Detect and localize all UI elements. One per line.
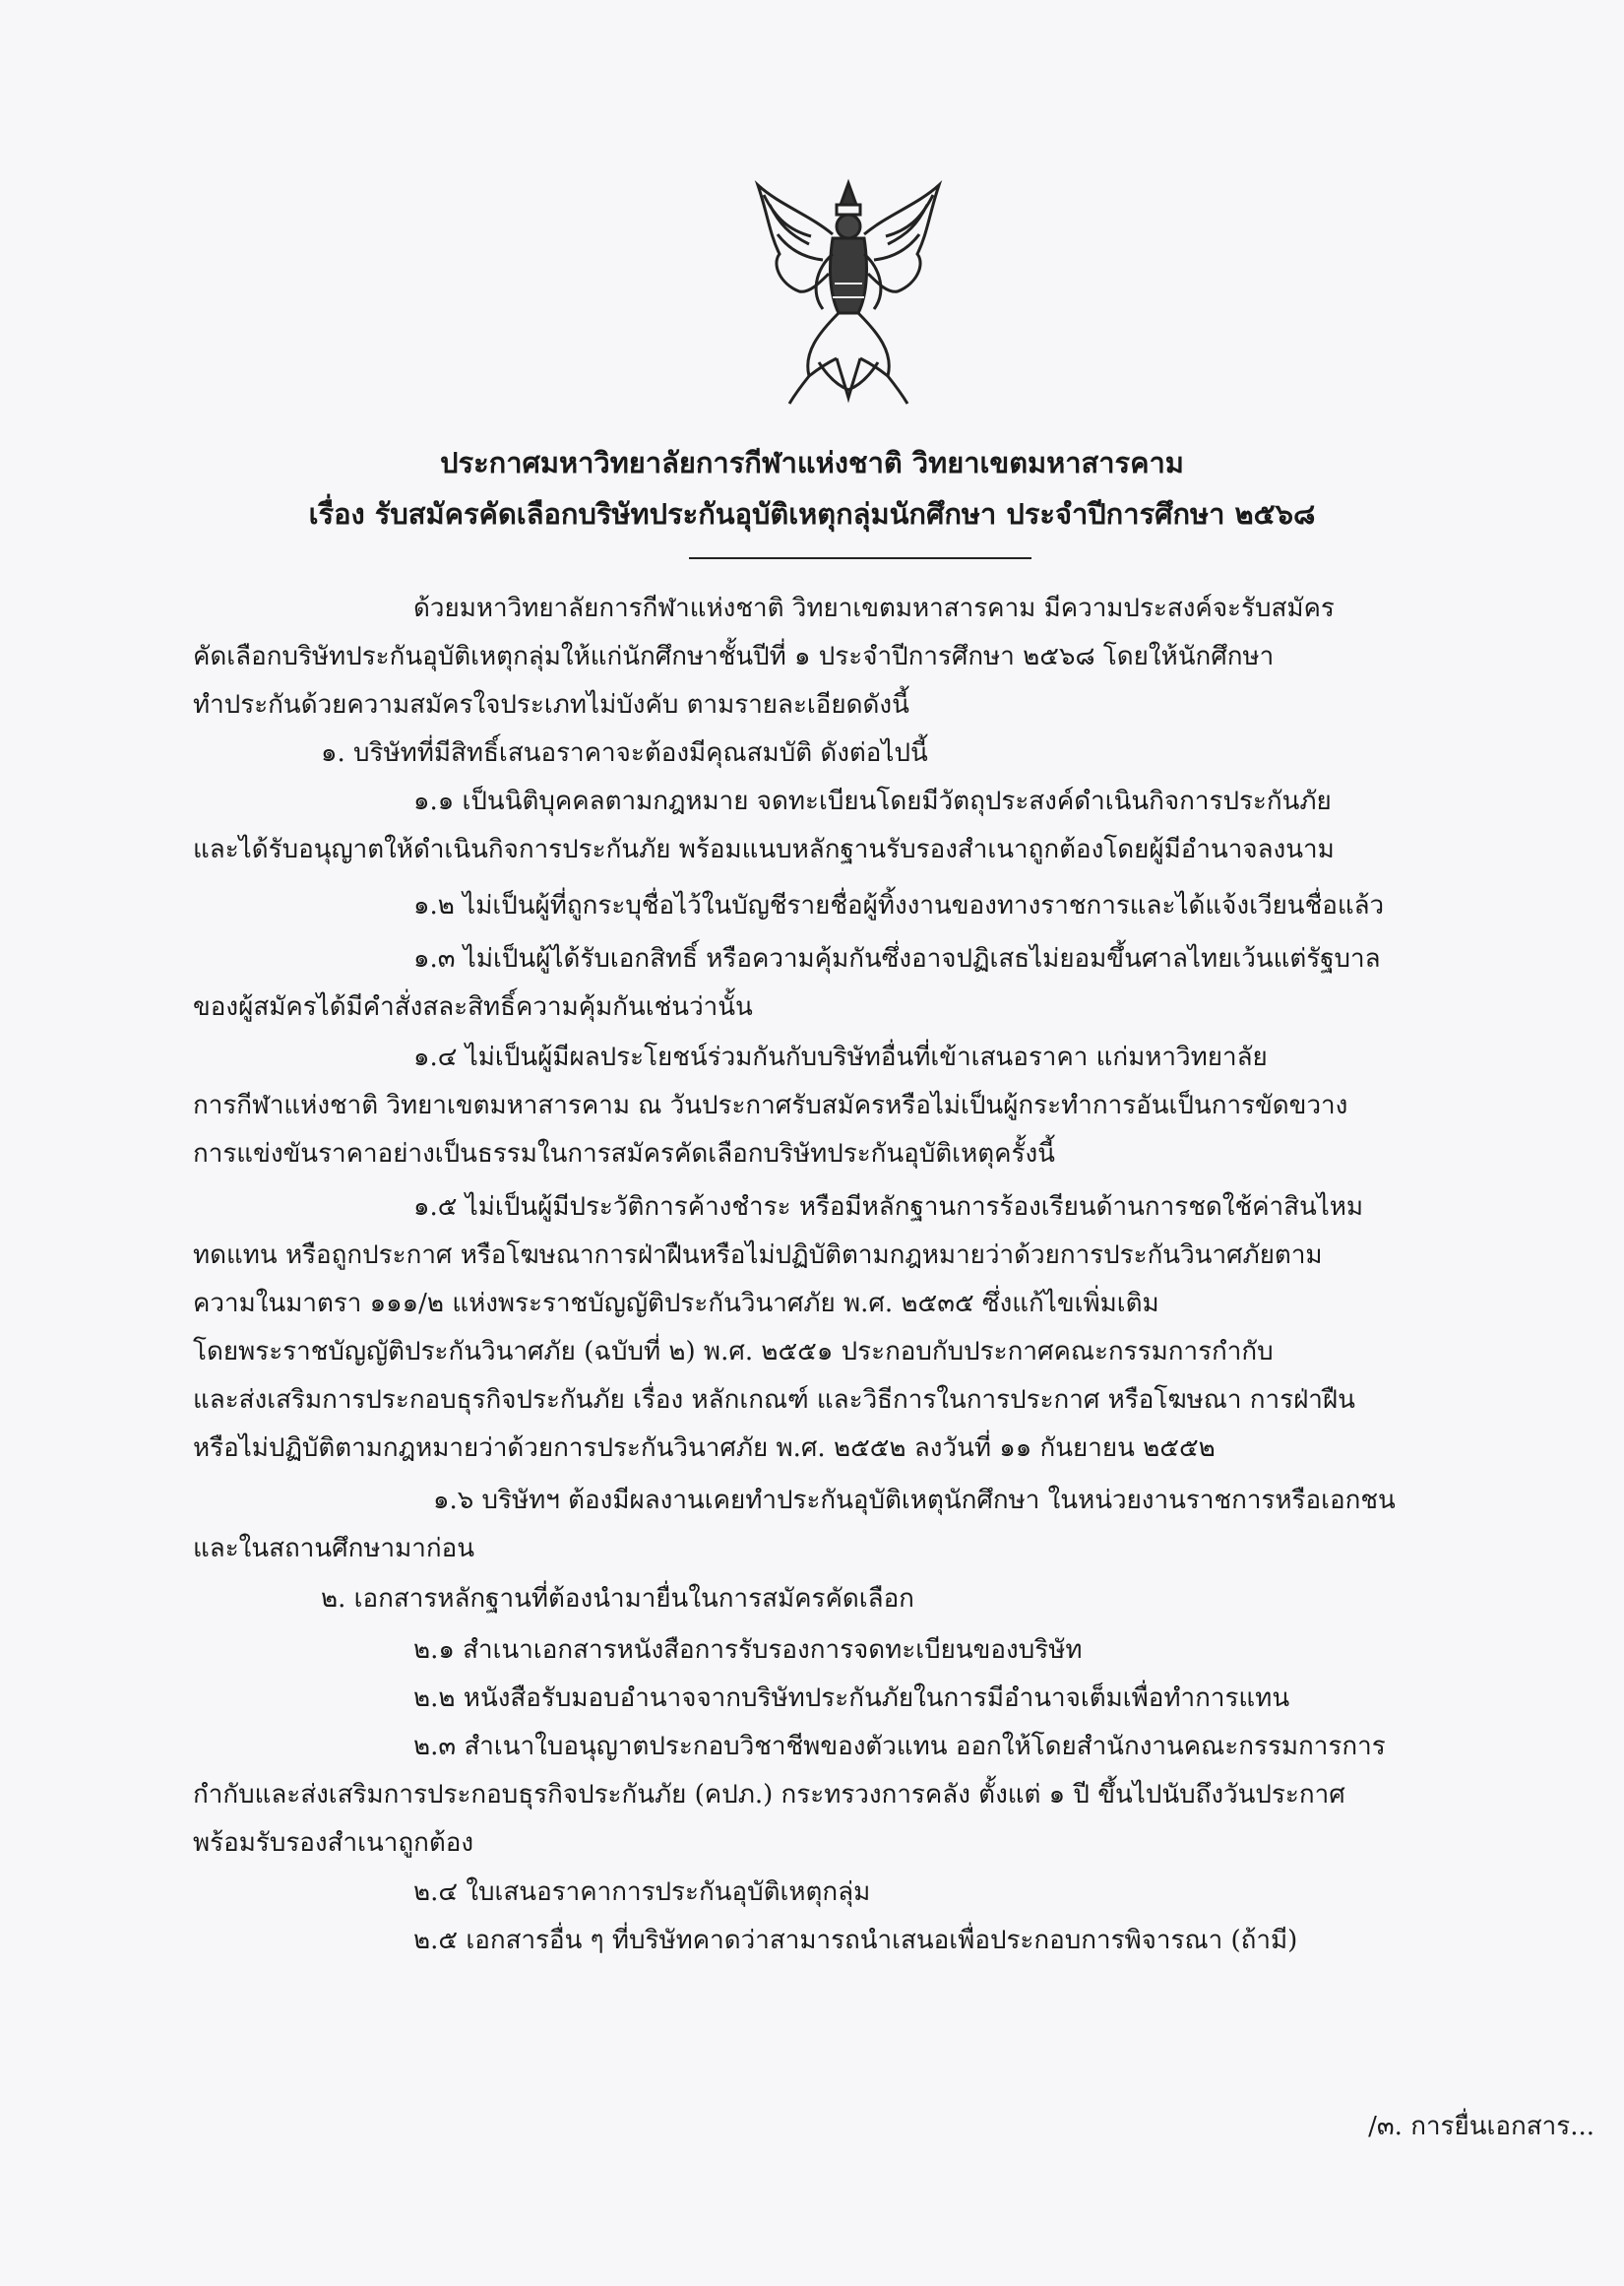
paragraph-line: โดยพระราชบัญญัติประกันวินาศภัย (ฉบับที่ ๒) พ.ศ. ๒๕๕๑ ประกอบกับประกาศคณะกรรมการกำกับ (193, 1337, 1274, 1366)
paragraph-line: และได้รับอนุญาตให้ดำเนินกิจการประกันภัย พร้อมแนบหลักฐานรับรองสำเนาถูกต้องโดยผู้มีอำนาจลงนาม (193, 835, 1335, 864)
paragraph-line: ๒.๒ หนังสือรับมอบอำนาจจากบริษัทประกันภัยในการมีอำนาจเต็มเพื่อทำการแทน (413, 1683, 1290, 1713)
paragraph-line: หรือไม่ปฏิบัติตามกฎหมายว่าด้วยการประกันวินาศภัย พ.ศ. ๒๕๕๒ ลงวันที่ ๑๑ กันยายน ๒๕๕๒ (193, 1433, 1216, 1463)
paragraph-line: พร้อมรับรองสำเนาถูกต้อง (193, 1828, 474, 1858)
title-divider (689, 557, 1031, 559)
announcement-subject: เรื่อง รับสมัครคัดเลือกบริษัทประกันอุบัติเหตุกลุ่มนักศึกษา ประจำปีการศึกษา ๒๕๖๘ (308, 497, 1316, 531)
paragraph-line: ๑.๒ ไม่เป็นผู้ที่ถูกระบุชื่อไว้ในบัญชีรายชื่อผู้ทิ้งงานของทางราชการและได้แจ้งเวียนชื่อแล้ว (413, 891, 1385, 921)
paragraph-line: การกีฬาแห่งชาติ วิทยาเขตมหาสารคาม ณ วันประกาศรับสมัครหรือไม่เป็นผู้กระทำการอันเป็นการขัดขวาง (193, 1091, 1348, 1120)
paragraph-line: ๒.๕ เอกสารอื่น ๆ ที่บริษัทคาดว่าสามารถนำเสนอเพื่อประกอบการพิจารณา (ถ้ามี) (413, 1926, 1298, 1955)
paragraph-line: ทดแทน หรือถูกประกาศ หรือโฆษณาการฝ่าฝืนหรือไม่ปฏิบัติตามกฎหมายว่าด้วยการประกันวินาศภัยตาม (193, 1240, 1323, 1270)
paragraph-line: ๑.๖ บริษัทฯ ต้องมีผลงานเคยทำประกันอุบัติเหตุนักศึกษา ในหน่วยงานราชการหรือเอกชน (433, 1486, 1396, 1515)
paragraph-line: กำกับและส่งเสริมการประกอบธุรกิจประกันภัย (คปภ.) กระทรวงการคลัง ตั้งแต่ ๑ ปี ขึ้นไปนับถึงวันประกาศ (193, 1780, 1345, 1810)
paragraph-line: ของผู้สมัครได้มีคำสั่งสละสิทธิ์ความคุ้มกันเช่นว่านั้น (193, 992, 753, 1022)
continuation-marker: /๓. การยื่นเอกสาร... (1368, 2112, 1594, 2141)
paragraph-line: ๑.๑ เป็นนิติบุคคลตามกฎหมาย จดทะเบียนโดยมีวัตถุประสงค์ดำเนินกิจการประกันภัย (413, 787, 1332, 816)
paragraph-line: และในสถานศึกษามาก่อน (193, 1534, 474, 1563)
section-heading-1: ๑. บริษัทที่มีสิทธิ์เสนอราคาจะต้องมีคุณสมบัติ ดังต่อไปนี้ (321, 738, 928, 768)
paragraph-line: การแข่งขันราคาอย่างเป็นธรรมในการสมัครคัดเลือกบริษัทประกันอุบัติเหตุครั้งนี้ (193, 1139, 1055, 1169)
paragraph-line: ๒.๑ สำเนาเอกสารหนังสือการรับรองการจดทะเบียนของบริษัท (413, 1635, 1083, 1665)
paragraph-line: ๑.๓ ไม่เป็นผู้ได้รับเอกสิทธิ์ หรือความคุ้มกันซึ่งอาจปฏิเสธไม่ยอมขึ้นศาลไทยเว้นแต่รัฐบาล (413, 944, 1381, 974)
garuda-emblem-icon (750, 175, 947, 412)
paragraph-line: ๑.๔ ไม่เป็นผู้มีผลประโยชน์ร่วมกันกับบริษัทอื่นที่เข้าเสนอราคา แก่มหาวิทยาลัย (413, 1043, 1268, 1072)
paragraph-line: ๒.๓ สำเนาใบอนุญาตประกอบวิชาชีพของตัวแทน ออกให้โดยสำนักงานคณะกรรมการการ (413, 1732, 1386, 1761)
paragraph-line: ๑.๕ ไม่เป็นผู้มีประวัติการค้างชำระ หรือมีหลักฐานการร้องเรียนด้านการชดใช้ค่าสินไหม (413, 1192, 1364, 1222)
paragraph-line: ๒.๔ ใบเสนอราคาการประกันอุบัติเหตุกลุ่ม (413, 1877, 871, 1907)
paragraph-line: ทำประกันด้วยความสมัครใจประเภทไม่บังคับ ตามรายละเอียดดังนี้ (193, 690, 909, 720)
paragraph-line: คัดเลือกบริษัทประกันอุบัติเหตุกลุ่มให้แก่นักศึกษาชั้นปีที่ ๑ ประจำปีการศึกษา ๒๕๖๘ โดยให้นักศึกษา (193, 642, 1275, 671)
announcement-title: ประกาศมหาวิทยาลัยการกีฬาแห่งชาติ วิทยาเขตมหาสารคาม (440, 446, 1184, 479)
paragraph-line: และส่งเสริมการประกอบธุรกิจประกันภัย เรื่อง หลักเกณฑ์ และวิธีการในการประกาศ หรือโฆษณา การฝ่าฝืน (193, 1385, 1355, 1415)
paragraph-line: ด้วยมหาวิทยาลัยการกีฬาแห่งชาติ วิทยาเขตมหาสารคาม มีความประสงค์จะรับสมัคร (413, 594, 1335, 623)
section-heading-2: ๒. เอกสารหลักฐานที่ต้องนำมายื่นในการสมัครคัดเลือก (321, 1584, 914, 1614)
paragraph-line: ความในมาตรา ๑๑๑/๒ แห่งพระราชบัญญัติประกันวินาศภัย พ.ศ. ๒๕๓๕ ซึ่งแก้ไขเพิ่มเติม (193, 1289, 1159, 1318)
